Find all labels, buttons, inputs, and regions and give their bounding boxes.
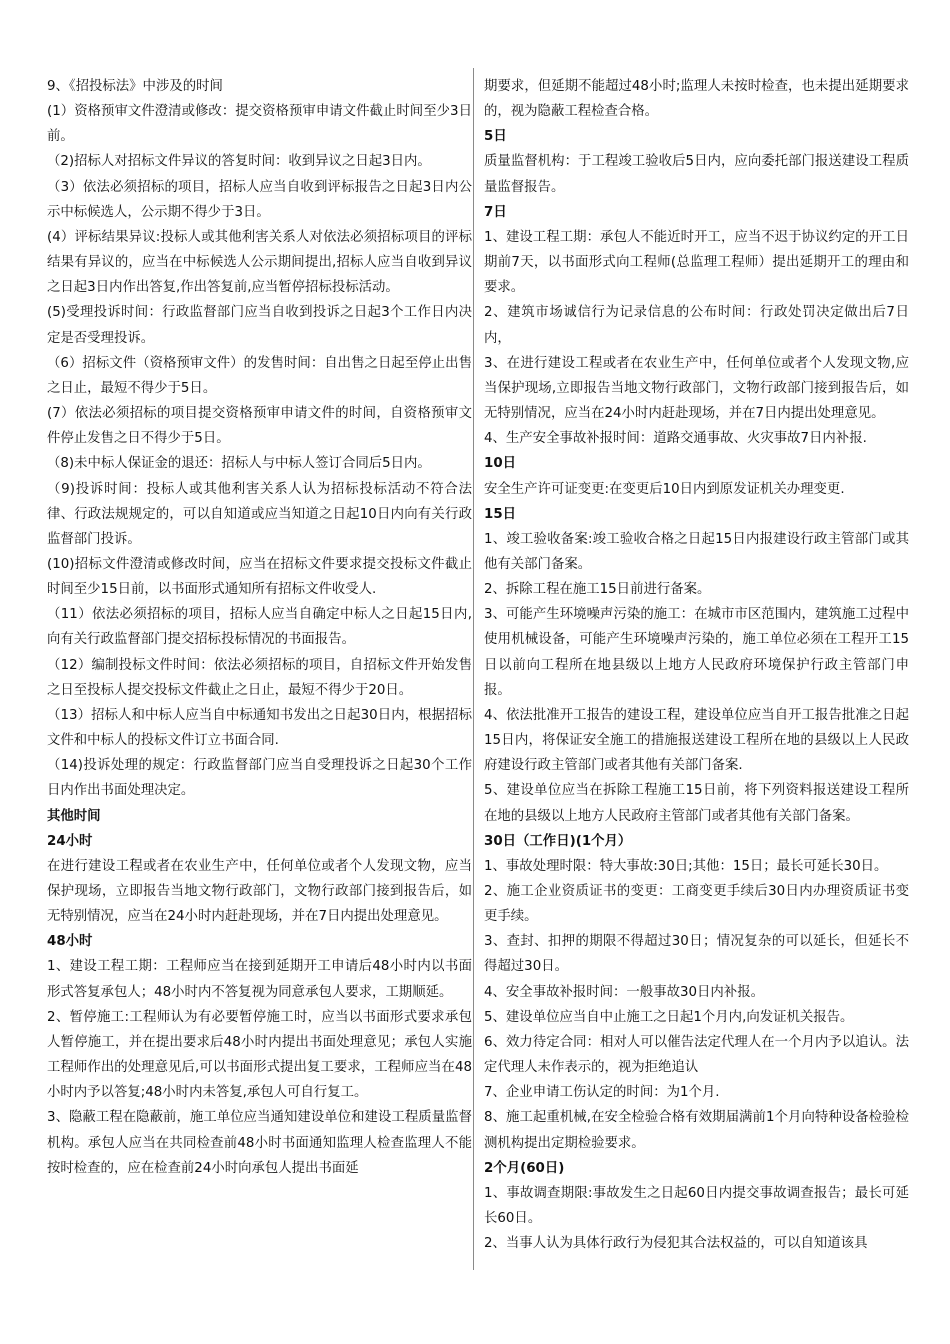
paragraph: （2)招标人对招标文件异议的答复时间：收到异议之日起3日内。: [47, 154, 431, 170]
paragraph: （9)投诉时间：投标人或其他利害关系人认为招标投标活动不符合法律、行政法规规定的，可以自知道或应当知道之日起10日内向有关行政监督部门投诉。: [47, 481, 472, 547]
paragraph: 1、建设工程工期：工程师应当在接到延期开工申请后48小时内以书面形式答复承包人；48小时内不答复视为同意承包人要求，工期顺延。: [47, 959, 472, 1000]
paragraph: 5、建设单位应当在拆除工程施工15日前，将下列资料报送建设工程所在地的县级以上地方人民政府主管部门或者其他有关部门备案。: [484, 783, 909, 824]
section-heading: 5日: [484, 129, 507, 145]
paragraph: 2、拆除工程在施工15日前进行备案。: [484, 582, 711, 598]
paragraph: (10)招标文件澄清或修改时间，应当在招标文件要求提交投标文件截止时间至少15日前，以书面形式通知所有招标文件收受人.: [47, 556, 472, 598]
paragraph: 在进行建设工程或者在农业生产中，任何单位或者个人发现文物，应当保护现场，立即报告当地文物行政部门，文物行政部门接到报告后，如无特别情况，应当在24小时内赶赴现场，并在7日内提出处理意见。: [47, 858, 472, 925]
paragraph: 8、施工起重机械,在安全检验合格有效期届满前1个月向特种设备检验检测机构提出定期检验要求。: [484, 1110, 909, 1151]
paragraph: 安全生产许可证变更:在变更后10日内到原发证机关办理变更.: [484, 481, 845, 497]
paragraph: 2、建筑市场诚信行为记录信息的公布时间：行政处罚决定做出后7日内，: [484, 305, 909, 346]
paragraph: （8)未中标人保证金的退还：招标人与中标人签订合同后5日内。: [47, 456, 431, 472]
paragraph: （13）招标人和中标人应当自中标通知书发出之日起30日内，根据招标文件和中标人的投标文件订立书面合同.: [47, 707, 472, 749]
paragraph: 1、建设工程工期：承包人不能近时开工，应当不迟于协议约定的开工日期前7天，以书面形式向工程师(总监理工程师）提出延期开工的理由和要求。: [484, 229, 909, 296]
paragraph: 5、建设单位应当自中止施工之日起1个月内,向发证机关报告。: [484, 1009, 854, 1025]
paragraph: 4、安全事故补报时间：一般事故30日内补报。: [484, 984, 764, 1000]
paragraph: 4、生产安全事故补报时间：道路交通事故、火灾事故7日内补报.: [484, 431, 867, 447]
paragraph: (5)受理投诉时间：行政监督部门应当自收到投诉之日起3个工作日内决定是否受理投诉。: [47, 305, 472, 346]
paragraph: 9、《招投标法》中涉及的时间: [47, 79, 223, 94]
paragraph: 1、事故处理时限：特大事故:30日;其他：15日；最长可延长30日。: [484, 858, 888, 874]
paragraph: 3、在进行建设工程或者在农业生产中，任何单位或者个人发现文物,应当保护现场,立即报告当地文物行政部门，文物行政部门接到报告后，如无特别情况，应当在24小时内赶赴现场，并在7日内提出处理意见。: [484, 355, 909, 422]
paragraph: 2、当事人认为具体行政行为侵犯其合法权益的，可以自知道该具: [484, 1236, 868, 1252]
section-heading: 2个月(60日): [484, 1160, 565, 1176]
column-divider: [473, 68, 474, 1270]
paragraph: 3、隐蔽工程在隐蔽前，施工单位应当通知建设单位和建设工程质量监督机构。承包人应当在共同检查前48小时书面通知监理人检查监理人不能按时检查的，应在检查前24小时向承包人提出书面延: [47, 1110, 472, 1176]
section-heading: 30日（工作日)(1个月）: [484, 833, 632, 849]
paragraph: 6、效力待定合同：相对人可以催告法定代理人在一个月内予以追认。法定代理人未作表示的，视为拒绝追认: [484, 1034, 909, 1076]
paragraph: 期要求，但延期不能超过48小时;监理人未按时检查，也未提出延期要求的，视为隐蔽工程检查合格。: [484, 79, 909, 120]
paragraph: （6）招标文件（资格预审文件）的发售时间：自出售之日起至停止出售之日止，最短不得少于5日。: [47, 355, 472, 396]
paragraph: 1、竣工验收备案:竣工验收合格之日起15日内报建设行政主管部门或其他有关部门备案。: [484, 531, 909, 572]
section-heading: 24小时: [47, 833, 93, 849]
section-heading: 其他时间: [47, 808, 101, 824]
right-column: [484, 74, 909, 1256]
paragraph: （12）编制投标文件时间：依法必须招标的项目，自招标文件开始发售之日至投标人提交投标文件截止之日止，最短不得少于20日。: [47, 657, 472, 698]
section-heading: 7日: [484, 204, 507, 220]
section-heading: 48小时: [47, 934, 93, 950]
paragraph: 3、查封、扣押的期限不得超过30日；情况复杂的可以延长，但延长不得超过30日。: [484, 934, 909, 975]
section-heading: 10日: [484, 456, 517, 472]
paragraph: （3）依法必须招标的项目，招标人应当自收到评标报告之日起3日内公示中标候选人，公示期不得少于3日。: [47, 179, 472, 220]
paragraph: 2、施工企业资质证书的变更：工商变更手续后30日内办理资质证书变更手续。: [484, 884, 909, 925]
paragraph: （14)投诉处理的规定：行政监督部门应当自受理投诉之日起30个工作日内作出书面处理决定。: [47, 758, 472, 799]
paragraph: 1、事故调查期限:事故发生之日起60日内提交事故调查报告；最长可延长60日。: [484, 1185, 909, 1227]
paragraph: （11）依法必须招标的项目，招标人应当自确定中标人之日起15日内,向有关行政监督部门提交招标投标情况的书面报告。: [47, 607, 472, 648]
paragraph: 7、企业申请工伤认定的时间：为1个月.: [484, 1085, 720, 1101]
paragraph: 质量监督机构：于工程竣工验收后5日内，应向委托部门报送建设工程质量监督报告。: [484, 154, 909, 195]
paragraph: 2、暂停施工:工程师认为有必要暂停施工时，应当以书面形式要求承包人暂停施工，并在提出要求后48小时内提出书面处理意见；承包人实施工程师作出的处理意见后,可以书面形式提出复工要求，工程师应当在48小时内予以答复;48小时内未答复,承包人可自行复工。: [47, 1009, 472, 1101]
left-column: [47, 74, 472, 1181]
section-heading: 15日: [484, 506, 517, 522]
paragraph: 3、可能产生环境噪声污染的施工：在城市市区范围内，建筑施工过程中使用机械设备，可能产生环境噪声污染的，施工单位必须在工程开工15日以前向工程所在地县级以上地方人民政府环境保护行政主管部门申报。: [484, 607, 909, 698]
paragraph: (7）依法必须招标的项目提交资格预审申请文件的时间，自资格预审文件停止发售之日不得少于5日。: [47, 406, 472, 447]
paragraph: 4、依法批准开工报告的建设工程，建设单位应当自开工报告批准之日起15日内，将保证安全施工的措施报送建设工程所在地的县级以上人民政府建设行政主管部门或者其他有关部门备案.: [484, 707, 909, 774]
paragraph: (4）评标结果异议:投标人或其他利害关系人对依法必须招标项目的评标结果有异议的，应当在中标候选人公示期间提出,招标人应当自收到异议之日起3日内作出答复,作出答复前,应当暂停招标投标活动。: [47, 229, 472, 296]
paragraph: (1）资格预审文件澄清或修改：提交资格预审申请文件截止时间至少3日前。: [47, 104, 472, 145]
